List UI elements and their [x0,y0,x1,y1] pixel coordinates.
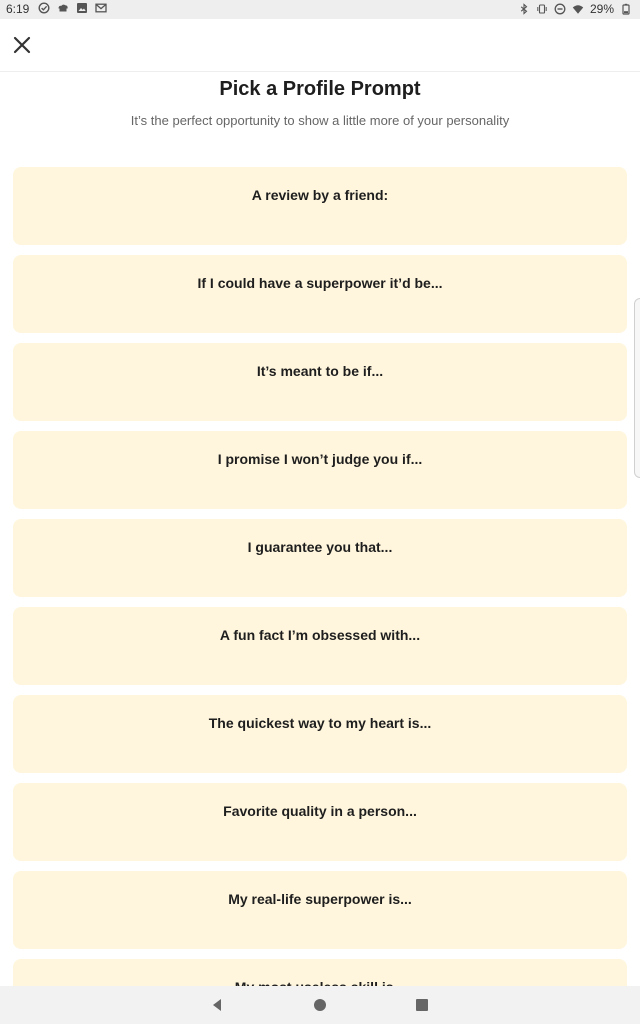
vibrate-icon [536,3,548,15]
prompt-card-real-life-superpower[interactable] [13,871,627,949]
battery-icon [620,3,632,15]
image-icon [76,2,88,14]
close-button[interactable] [8,31,36,59]
system-nav-bar [0,986,640,1024]
prompt-label: If I could have a superpower it’d be... [197,275,443,291]
page-subtitle: It’s the perfect opportunity to show a little more of your personality [130,113,510,128]
prompt-label: The quickest way to my heart is... [208,715,432,731]
prompt-list [13,167,627,1024]
battery-percent: 29% [589,2,614,16]
prompt-label: Favorite quality in a person... [223,803,417,819]
prompt-label: A fun fact I’m obsessed with... [219,627,421,643]
back-icon [210,998,224,1012]
bluetooth-icon [518,3,530,15]
prompt-label: A review by a friend: [251,187,389,203]
prompt-label: It’s meant to be if... [256,363,384,379]
wifi-icon [572,3,584,15]
recents-button[interactable] [413,996,431,1014]
prompt-card-review-by-friend[interactable] [13,167,627,245]
gmail-icon [95,2,107,14]
dnd-icon [554,3,566,15]
close-icon [13,36,31,54]
prompt-card-wont-judge[interactable] [13,431,627,509]
status-bar [0,0,640,19]
prompt-label: I promise I won’t judge you if... [217,451,423,467]
prompt-label: I guarantee you that... [247,539,393,555]
page-title: Pick a Profile Prompt [219,78,421,100]
edge-panel-handle[interactable] [634,298,640,478]
home-icon [313,998,327,1012]
notification-icons [38,2,107,14]
prompt-card-way-to-heart[interactable] [13,695,627,773]
prompt-card-guarantee[interactable] [13,519,627,597]
cloud-download-icon [57,2,69,14]
check-circle-icon [38,2,50,14]
home-button[interactable] [311,996,329,1014]
system-icons [518,2,632,16]
prompt-card-favorite-quality[interactable] [13,783,627,861]
prompt-card-fun-fact[interactable] [13,607,627,685]
status-time: 6:19 [6,2,30,16]
recents-icon [415,998,429,1012]
prompt-card-superpower[interactable] [13,255,627,333]
back-button[interactable] [208,996,226,1014]
prompt-card-meant-to-be[interactable] [13,343,627,421]
prompt-label: My real-life superpower is... [228,891,412,907]
top-bar [0,19,640,72]
